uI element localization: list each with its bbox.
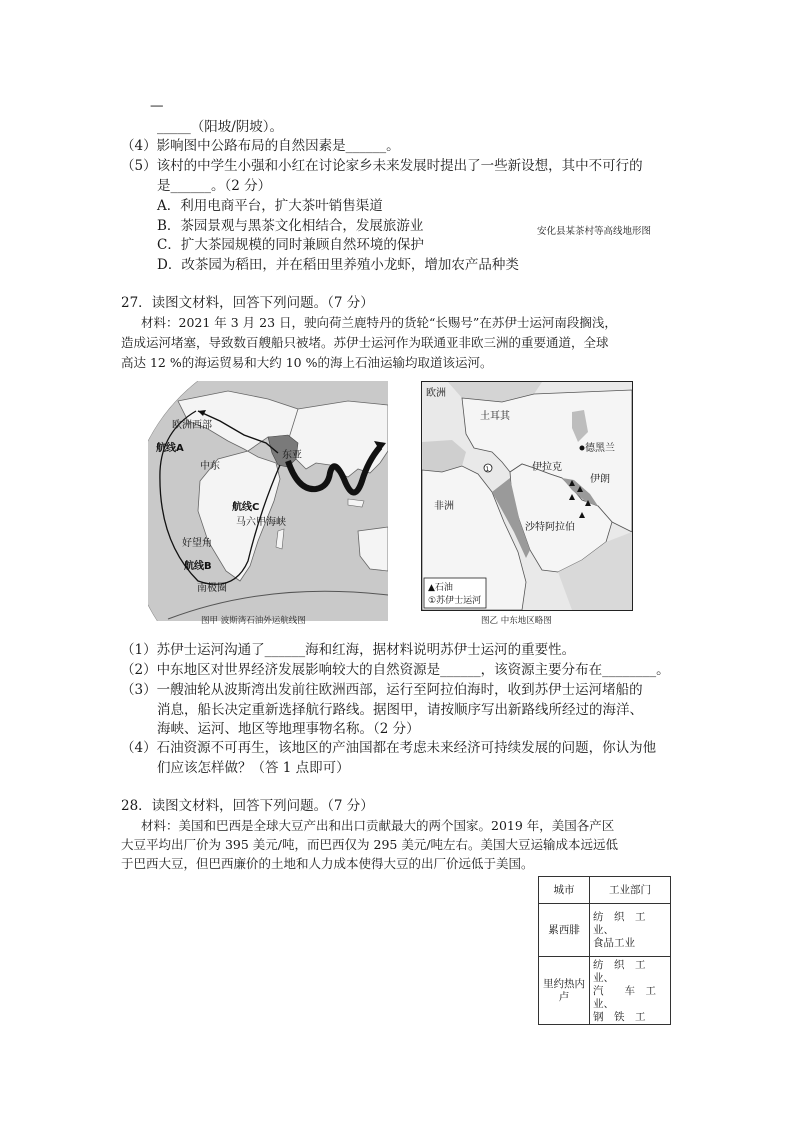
industry-line: 纺 织 工: [593, 910, 646, 923]
table-header-row: [539, 877, 671, 904]
industry-line: 业、: [593, 923, 614, 936]
table-header-city: 城市: [539, 877, 590, 904]
question-27-4-line2: 们应该怎样做？（答 1 点即可）: [157, 760, 350, 776]
q28-material-line3: 于巴西大豆，但巴西廉价的土地和人力成本使得大豆的出厂价远低于美国。: [121, 856, 534, 871]
label-turkey: 土耳其: [480, 411, 510, 422]
label-route-a: 航线A: [156, 443, 184, 454]
industry-line: 食品工业: [593, 936, 635, 949]
middle-east-map-graphic: [422, 382, 632, 610]
question-26-5-line1: （5）该村的中学生小强和小红在讨论家乡未来发展时提出了一些新设想，其中不可行的: [121, 158, 643, 174]
table-cell-industry: [590, 957, 671, 1025]
middle-east-map: [421, 381, 633, 611]
option-d: D．改茶园为稻田，并在稻田里养殖小龙虾，增加农产品种类: [157, 257, 519, 273]
legend-oil: ▲石油: [428, 583, 453, 593]
question-27-3-line3: 海峡、运河、地区等地理事物名称。（2 分）: [157, 721, 420, 737]
label-saudi-arabia: 沙特阿拉伯: [525, 522, 575, 533]
option-a: A．利用电商平台，扩大茶叶销售渠道: [157, 198, 383, 214]
label-east-asia: 东亚: [282, 450, 302, 461]
question-28-header: 28．读图文材料，回答下列问题。（7 分）: [121, 798, 374, 814]
industry-line: 纺 织 工: [593, 959, 646, 971]
dash-mark: —: [150, 98, 164, 114]
question-26-5-line2: 是______。（2 分）: [157, 178, 272, 194]
table-row: [539, 904, 671, 957]
q28-material-line2: 大豆平均出厂价为 395 美元/吨，而巴西仅为 295 美元/吨左右。美国大豆运输成本远远低: [121, 837, 619, 852]
label-iran: 伊朗: [590, 474, 610, 485]
question-27-1: （1）苏伊士运河沟通了______海和红海，据材料说明苏伊士运河的重要性。: [121, 642, 576, 658]
map1-caption: 图甲 波斯湾石油外运航线图: [201, 616, 306, 626]
label-antarctic-circle: 南极圈: [197, 583, 227, 594]
table-cell-city: 累西腓: [539, 904, 590, 957]
table-cell-city: 里约热内卢: [539, 957, 590, 1025]
q27-material-line1: 材料：2021 年 3 月 23 日，驶向荷兰鹿特丹的货轮“长赐号”在苏伊士运河南段搁浅，: [141, 315, 617, 330]
industry-table: [538, 876, 671, 1025]
label-europe: 欧洲: [426, 388, 446, 399]
q27-material-line2: 造成运河堵塞，导致数百艘船只被堵。苏伊士运河作为联通亚非欧三洲的重要通道，全球: [121, 335, 609, 350]
label-africa: 非洲: [434, 501, 454, 512]
oil-route-map: [148, 381, 388, 621]
label-western-europe: 欧洲西部: [172, 420, 212, 431]
question-27-3-line2: 消息，船长决定重新选择航行路线。据图甲，请按顺序写出新路线所经过的海洋、: [157, 702, 643, 718]
industry-line: 业、: [593, 972, 614, 984]
label-cape-good-hope: 好望角: [182, 538, 212, 549]
industry-line: 汽 车 工: [593, 985, 656, 997]
contour-map-caption: 安化县某茶村等高线地形图: [537, 226, 652, 237]
svg-text:1: 1: [485, 466, 490, 473]
option-c: C．扩大茶园规模的同时兼顾自然环境的保护: [157, 237, 424, 253]
question-26-4: （4）影响图中公路布局的自然因素是______。: [121, 138, 400, 154]
table-cell-industry: [590, 904, 671, 957]
question-27-2: （2）中东地区对世界经济发展影响较大的自然资源是______，该资源主要分布在________。: [121, 662, 670, 678]
industry-line: 钢 铁 工: [593, 1011, 646, 1023]
question-27-header: 27．读图文材料，回答下列问题。（7 分）: [121, 295, 374, 311]
question-27-4-line1: （4）石油资源不可再生，该地区的产油国都在考虑未来经济可持续发展的问题，你认为他: [121, 740, 657, 756]
label-route-c: 航线C: [232, 502, 260, 513]
legend-suez-canal: ①苏伊士运河: [428, 596, 482, 606]
q27-material-line3: 高达 12 %的海运贸易和大约 10 %的海上石油运输均取道该运河。: [121, 355, 493, 370]
label-tehran: 德黑兰: [585, 443, 615, 454]
map2-caption: 图乙 中东地区略图: [481, 616, 552, 626]
industry-line: 业、: [593, 998, 614, 1010]
q28-material-line1: 材料：美国和巴西是全球大豆产出和出口贡献最大的两个国家。2019 年，美国各产区: [141, 818, 615, 833]
table-row: [539, 957, 671, 1025]
label-iraq: 伊拉克: [532, 462, 562, 473]
option-b: B．茶园景观与黑茶文化相结合，发展旅游业: [157, 218, 424, 234]
table-header-industry: 工业部门: [590, 877, 671, 904]
slope-answer-line: _____（阳坡/阴坡）。: [157, 119, 284, 135]
label-middle-east: 中东: [200, 461, 220, 472]
label-malacca-strait: 马六甲海峡: [236, 517, 286, 528]
question-27-3-line1: （3）一艘油轮从波斯湾出发前往欧洲西部，运行至阿拉伯海时，收到苏伊士运河堵船的: [121, 682, 643, 698]
label-route-b: 航线B: [184, 561, 212, 572]
